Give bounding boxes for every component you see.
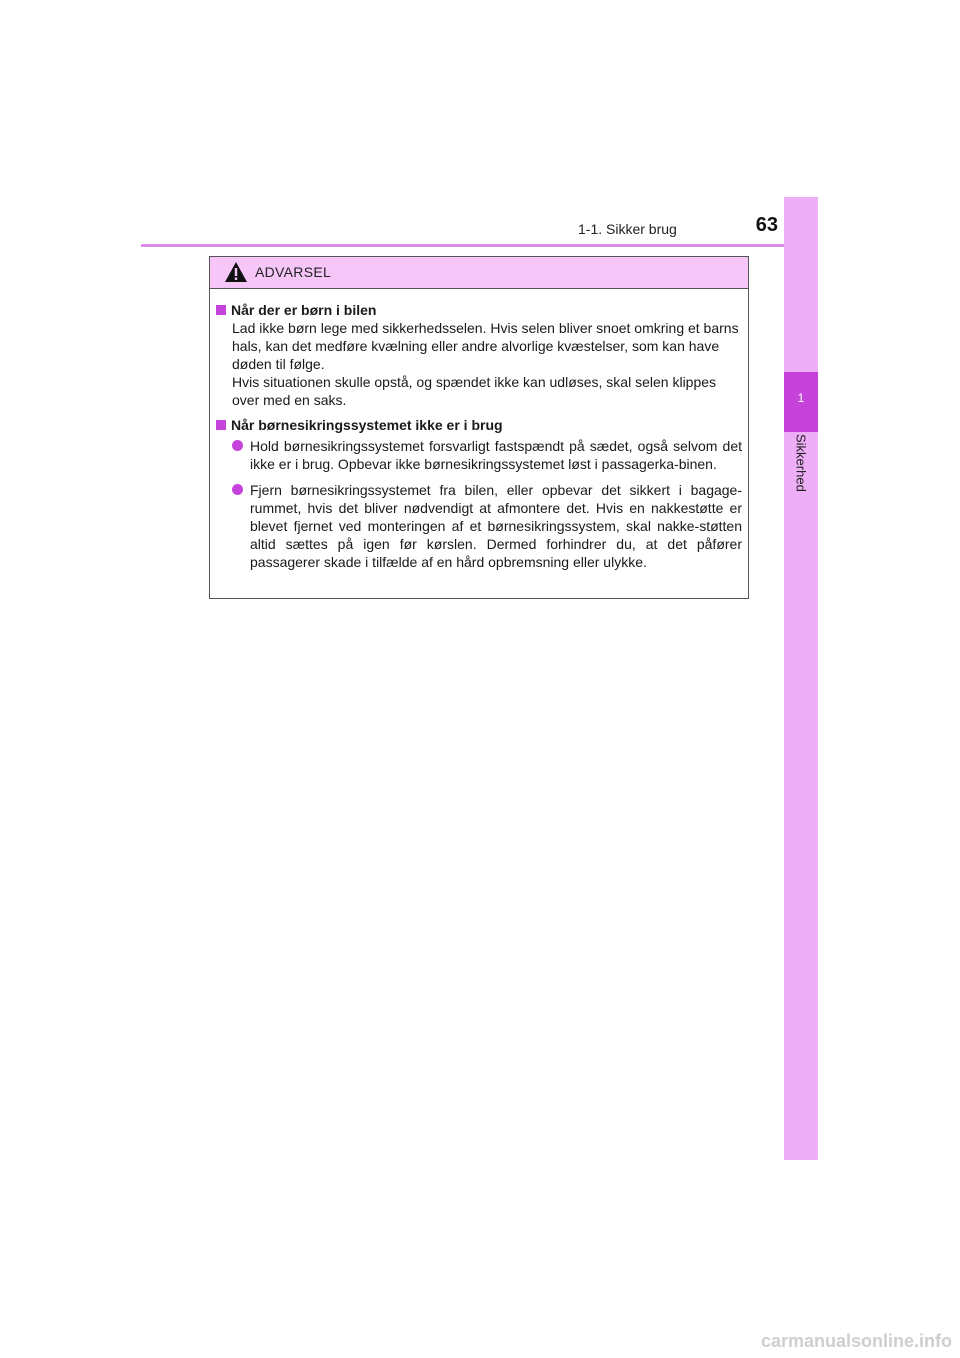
section-title: 1-1. Sikker brug xyxy=(578,221,677,237)
side-tab xyxy=(784,197,818,1160)
warning-header xyxy=(210,257,748,289)
watermark: carmanualsonline.info xyxy=(760,1331,952,1351)
chapter-number: 1 xyxy=(797,391,805,405)
section-heading: Når der er børn i bilen xyxy=(216,301,742,319)
circle-bullet-icon xyxy=(232,440,243,451)
square-bullet-icon xyxy=(216,420,226,430)
circle-bullet-icon xyxy=(232,484,243,495)
warning-section-not-in-use xyxy=(216,416,742,571)
square-bullet-icon xyxy=(216,305,226,315)
warning-body xyxy=(210,289,748,571)
warning-section-children xyxy=(216,301,742,409)
header-rule xyxy=(141,244,818,247)
bullet-list xyxy=(232,437,742,571)
chapter-label: Sikkerhed xyxy=(793,434,809,492)
paragraph: Hvis situationen skulle opstå, og spændet ikke kan udløses, skal selen klippes over med en saks. xyxy=(232,374,717,408)
warning-triangle-icon xyxy=(224,261,248,283)
section-heading: Når børnesikringssystemet ikke er i brug xyxy=(216,416,742,434)
paragraph: Lad ikke børn lege med sikkerhedsselen. Hvis selen bliver snoet omkring et barns hals, kan det medføre kvælning eller andre alvorlige kvæstelser, som kan have døden til følge. xyxy=(232,320,739,372)
section-paragraphs xyxy=(232,319,742,409)
list-item: Fjern børnesikringssystemet fra bilen, eller opbevar det sikkert i bagage-rummet, hvis det bliver nødvendigt at afmontere det. Hvis en nakkestøtte er blevet fjernet ved monteringen af et børnesikringssystem, skal nakke-støtten altid sættes på igen før kørslen. Dermed forhindrer du, at det påfører passagerer skade i tilfælde af en hård opbremsning eller ulykke. xyxy=(232,481,742,571)
warning-title: ADVARSEL xyxy=(255,264,332,280)
page-number: 63 xyxy=(755,214,778,236)
warning-box xyxy=(209,256,749,599)
list-item: Hold børnesikringssystemet forsvarligt fastspændt på sædet, også selvom det ikke er i brug. Opbevar ikke børnesikringssystemet løst i passagerka-binen. xyxy=(232,437,742,473)
